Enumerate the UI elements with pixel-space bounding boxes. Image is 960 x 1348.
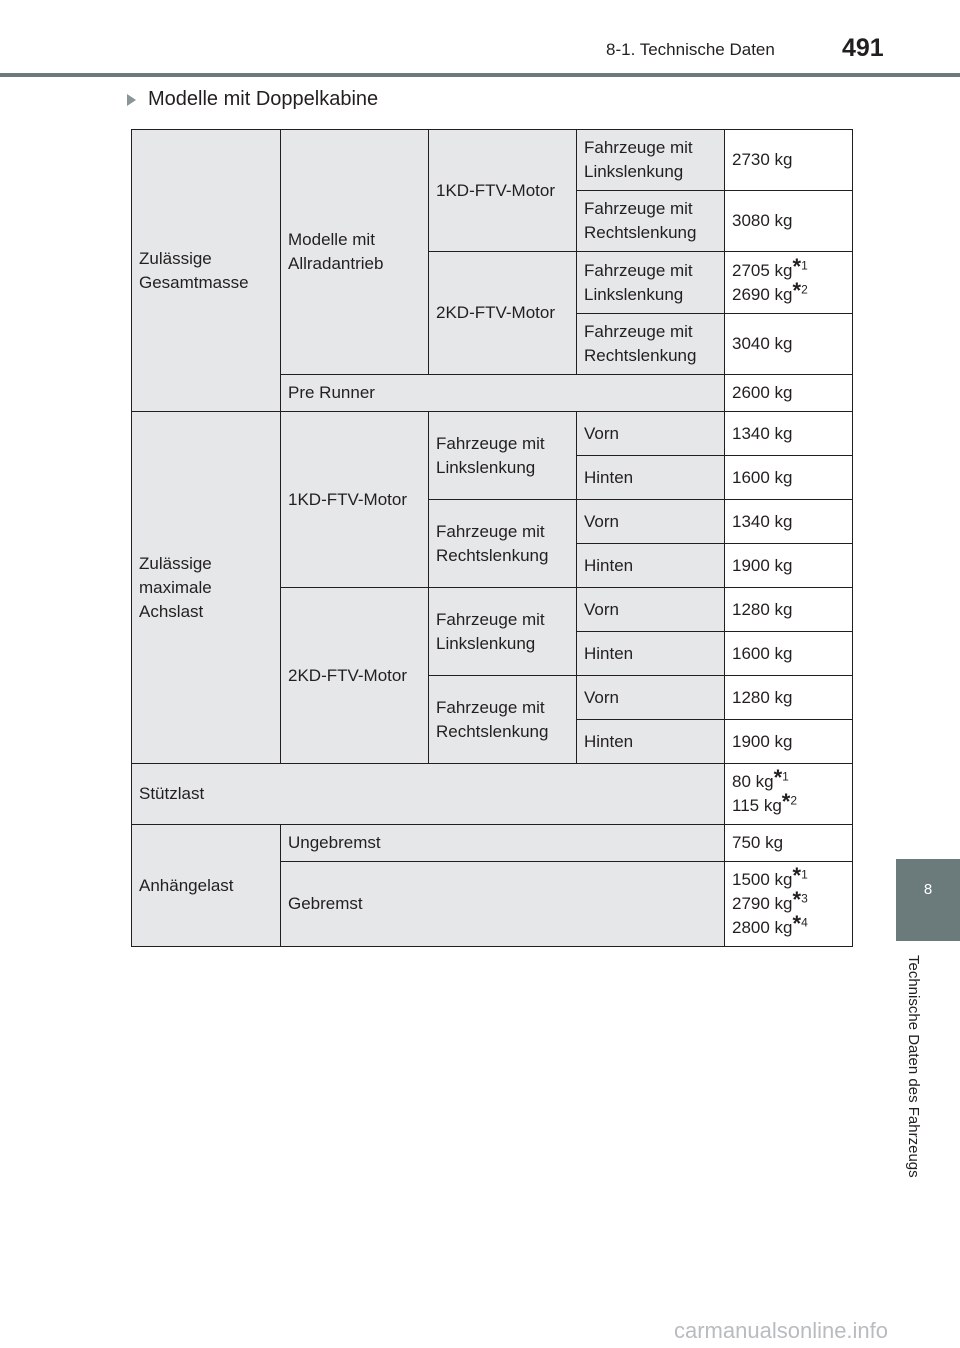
value-text: 80 kg (732, 772, 774, 791)
prerunner-label: Pre Runner (281, 375, 725, 412)
steering-label: Fahrzeuge mit Rechtslenkung (577, 314, 725, 375)
axle-label: Vorn (577, 500, 725, 544)
value-cell (725, 862, 853, 947)
value-cell: 2730 kg (725, 130, 853, 191)
value-cell: 750 kg (725, 825, 853, 862)
header-section-title: 8-1. Technische Daten (606, 40, 775, 59)
value-text: 115 kg (732, 796, 782, 815)
footnote-star: * (781, 789, 791, 814)
footnote-star: * (792, 277, 802, 303)
engine-label: 1KD-FTV-Motor (281, 412, 429, 588)
value-text: 2800 kg (732, 918, 793, 937)
footer-watermark: carmanualsonline.info (674, 1318, 889, 1343)
engine-label: 1KD-FTV-Motor (429, 130, 577, 252)
value-cell: 3080 kg (725, 191, 853, 252)
spec-table (131, 129, 853, 947)
page-number: 491 (842, 34, 884, 62)
axle-label: Hinten (577, 456, 725, 500)
axle-label: Vorn (577, 588, 725, 632)
value-cell: 1340 kg (725, 500, 853, 544)
triangle-bullet-icon (127, 94, 136, 106)
table-row (132, 825, 853, 862)
axle-label: Hinten (577, 544, 725, 588)
axle-label: Hinten (577, 720, 725, 764)
value-cell (725, 764, 853, 825)
footnote-number: 2 (790, 793, 798, 808)
section-heading-text: Modelle mit Doppelkabine (148, 88, 379, 110)
table-row (132, 412, 853, 456)
value-cell: 1340 kg (725, 412, 853, 456)
footnote-number: 1 (801, 867, 808, 882)
footnote-star: * (792, 863, 802, 888)
value-text: 2705 kg (732, 260, 793, 280)
steering-label: Fahrzeuge mit Linkslenkung (577, 130, 725, 191)
value-text: 2690 kg (732, 284, 793, 304)
chapter-tab (896, 859, 960, 941)
steering-label: Fahrzeuge mit Rechtslenkung (429, 500, 577, 588)
steering-label: Fahrzeuge mit Linkslenkung (429, 588, 577, 676)
value-cell: 3040 kg (725, 314, 853, 375)
steering-label: Fahrzeuge mit Rechtslenkung (429, 676, 577, 764)
value-cell: 1900 kg (725, 544, 853, 588)
engine-label: 2KD-FTV-Motor (429, 252, 577, 375)
value-cell: 1280 kg (725, 588, 853, 632)
value-text: 1500 kg (732, 870, 793, 889)
brake-label: Gebremst (281, 862, 725, 947)
row-header-anhaengelast: Anhängelast (132, 825, 281, 947)
value-cell: 1900 kg (725, 720, 853, 764)
allrad-label: Modelle mit Allradantrieb (281, 130, 429, 375)
value-cell (725, 252, 853, 314)
footnote-star: * (773, 765, 783, 790)
steering-label: Fahrzeuge mit Linkslenkung (429, 412, 577, 500)
axle-label: Vorn (577, 676, 725, 720)
footnote-star: * (792, 887, 802, 912)
brake-label: Ungebremst (281, 825, 725, 862)
footnote-number: 4 (801, 915, 808, 930)
section-heading (127, 88, 378, 111)
footnote-number: 3 (801, 891, 808, 906)
footnote-star: * (792, 253, 802, 279)
footnote-number: 1 (782, 769, 789, 784)
table-row (132, 764, 853, 825)
value-text: 2790 kg (732, 894, 793, 913)
value-cell: 1600 kg (725, 632, 853, 676)
value-cell: 2600 kg (725, 375, 853, 412)
row-header-stuetzlast: Stützlast (132, 764, 725, 825)
steering-label: Fahrzeuge mit Rechtslenkung (577, 191, 725, 252)
value-cell: 1600 kg (725, 456, 853, 500)
value-cell: 1280 kg (725, 676, 853, 720)
footnote-number: 1 (801, 257, 808, 272)
engine-label: 2KD-FTV-Motor (281, 588, 429, 764)
row-header-achslast: Zulässige maximale Achslast (132, 412, 281, 764)
axle-label: Vorn (577, 412, 725, 456)
steering-label: Fahrzeuge mit Linkslenkung (577, 252, 725, 314)
header-rule (0, 73, 960, 77)
table-row (132, 130, 853, 191)
row-header-gesamtmasse: Zulässige Gesamtmasse (132, 130, 281, 412)
chapter-side-label: Technische Daten des Fahrzeugs (905, 955, 922, 1178)
axle-label: Hinten (577, 632, 725, 676)
chapter-tab-number: 8 (923, 881, 933, 898)
footnote-star: * (792, 911, 802, 936)
footnote-number: 2 (801, 281, 808, 296)
